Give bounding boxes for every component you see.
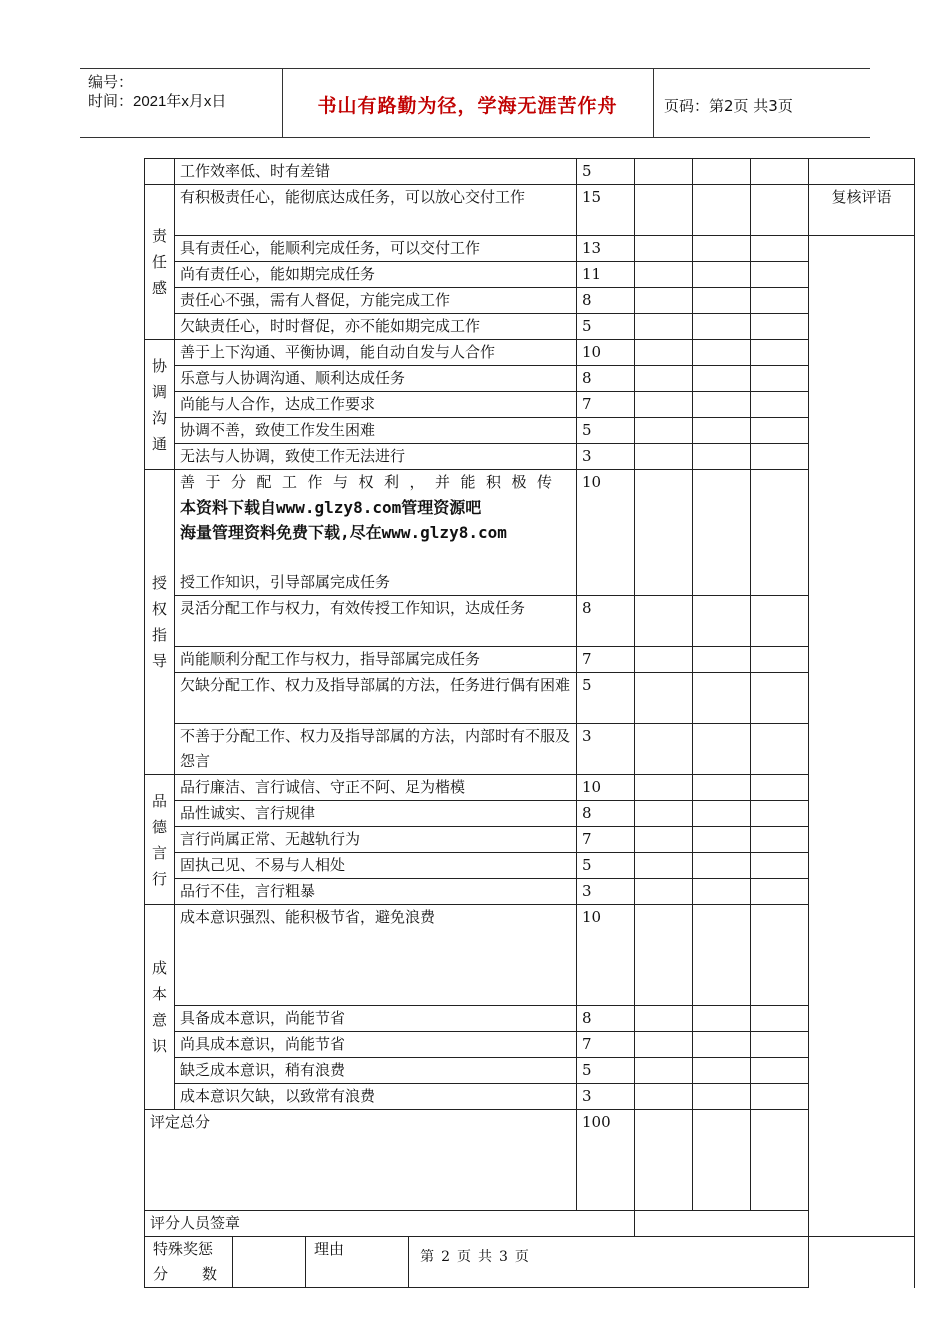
- criterion-score: 7: [577, 1032, 635, 1058]
- criterion-text: 乐意与人协调沟通、顺利达成任务: [175, 366, 577, 392]
- rating-cell[interactable]: [751, 366, 809, 392]
- rating-cell[interactable]: [751, 673, 809, 724]
- criterion-text: 成本意识欠缺，以致常有浪费: [175, 1084, 577, 1110]
- rating-cell[interactable]: [751, 314, 809, 340]
- review-comment-label: 复核评语: [809, 185, 915, 236]
- criterion-text: [175, 470, 577, 596]
- rating-cell[interactable]: [635, 314, 693, 340]
- criterion-text: 欠缺分配工作、权力及指导部属的方法，任务进行偶有困难: [175, 673, 577, 724]
- rating-cell[interactable]: [635, 262, 693, 288]
- table-row: [145, 314, 915, 340]
- rating-cell[interactable]: [635, 366, 693, 392]
- rating-cell[interactable]: [751, 288, 809, 314]
- rating-cell[interactable]: [751, 262, 809, 288]
- rating-cell[interactable]: [751, 1058, 809, 1084]
- table-row: [145, 1032, 915, 1058]
- rating-cell[interactable]: [693, 775, 751, 801]
- rating-cell[interactable]: [635, 288, 693, 314]
- review-comment-area[interactable]: [809, 236, 915, 1237]
- header-divider: [653, 69, 654, 137]
- rating-cell[interactable]: [635, 879, 693, 905]
- criterion-score: 3: [577, 1084, 635, 1110]
- table-row: [145, 1084, 915, 1110]
- table-row: [145, 159, 915, 185]
- criterion-score: 8: [577, 801, 635, 827]
- rating-cell[interactable]: [693, 879, 751, 905]
- rating-cell[interactable]: [635, 801, 693, 827]
- table-row: [145, 1211, 915, 1237]
- category-label-coordination: 协调沟通: [145, 340, 175, 470]
- rating-cell[interactable]: [693, 288, 751, 314]
- rating-cell[interactable]: [751, 185, 809, 236]
- category-label-delegation: 授权指导: [145, 470, 175, 775]
- rating-cell[interactable]: [693, 185, 751, 236]
- criterion-text: 缺乏成本意识，稍有浪费: [175, 1058, 577, 1084]
- category-label-morality: 品德言行: [145, 775, 175, 905]
- criterion-text: 具有责任心，能顺利完成任务，可以交付工作: [175, 236, 577, 262]
- table-row: [145, 392, 915, 418]
- rating-cell[interactable]: [635, 444, 693, 470]
- rating-cell[interactable]: [635, 236, 693, 262]
- rating-cell[interactable]: [635, 1110, 693, 1211]
- rating-cell[interactable]: [635, 853, 693, 879]
- rating-cell[interactable]: [693, 236, 751, 262]
- page-footer: 第 2 页 共 3 页: [420, 1249, 530, 1265]
- rating-cell[interactable]: [693, 596, 751, 647]
- rating-cell[interactable]: [751, 827, 809, 853]
- rating-cell[interactable]: [635, 1032, 693, 1058]
- header-meta: [88, 73, 226, 111]
- criterion-score: 8: [577, 288, 635, 314]
- signature-field[interactable]: [635, 1211, 809, 1237]
- reason-label: 理由: [306, 1237, 409, 1288]
- rating-cell[interactable]: [635, 596, 693, 647]
- criterion-score: 5: [577, 1058, 635, 1084]
- table-row: [145, 340, 915, 366]
- rating-cell[interactable]: [635, 673, 693, 724]
- criterion-text: 欠缺责任心，时时督促，亦不能如期完成工作: [175, 314, 577, 340]
- criterion-score: 7: [577, 827, 635, 853]
- side-cell: [809, 159, 915, 185]
- criterion-text: 有积极责任心，能彻底达成任务，可以放心交付工作: [175, 185, 577, 236]
- criterion-score: 3: [577, 444, 635, 470]
- rating-cell[interactable]: [751, 801, 809, 827]
- rating-cell[interactable]: [635, 392, 693, 418]
- table-row: [145, 1058, 915, 1084]
- criterion-score: 5: [577, 159, 635, 185]
- criterion-score: 10: [577, 905, 635, 1006]
- criterion-score: 7: [577, 392, 635, 418]
- criterion-text: 成本意识强烈、能积极节省，避免浪费: [175, 905, 577, 1006]
- special-reward-label: 特殊奖惩 分 数: [145, 1237, 232, 1287]
- footer-total-pages: 3: [499, 1249, 509, 1265]
- rating-cell[interactable]: [751, 418, 809, 444]
- criterion-text: 无法与人协调，致使工作无法进行: [175, 444, 577, 470]
- table-row: [145, 1110, 915, 1211]
- rating-cell[interactable]: [751, 159, 809, 185]
- table-row: [145, 236, 915, 262]
- header-page-info: 页码：第2页 共3页: [664, 97, 793, 115]
- rating-cell[interactable]: [635, 1084, 693, 1110]
- rating-cell[interactable]: [635, 159, 693, 185]
- category-label-cost: 成本意识: [145, 905, 175, 1110]
- watermark-line-2: 海量管理资料免费下载,尽在www.glzy8.com: [180, 523, 507, 542]
- criterion-text: 灵活分配工作与权力，有效传授工作知识，达成任务: [175, 596, 577, 647]
- rating-cell[interactable]: [751, 853, 809, 879]
- criterion-score: 13: [577, 236, 635, 262]
- criterion-score: 8: [577, 596, 635, 647]
- table-row: [145, 827, 915, 853]
- rating-cell[interactable]: [635, 775, 693, 801]
- category-cell-empty: [145, 159, 175, 185]
- table-row: [145, 879, 915, 905]
- rating-cell[interactable]: [635, 470, 693, 596]
- rating-cell[interactable]: [693, 1006, 751, 1032]
- rating-cell[interactable]: [635, 724, 693, 775]
- rating-cell[interactable]: [693, 1058, 751, 1084]
- criterion-text: 品行廉洁、言行诚信、守正不阿、足为楷模: [175, 775, 577, 801]
- criterion-text: 不善于分配工作、权力及指导部属的方法，内部时有不服及怨言: [175, 724, 577, 775]
- rating-cell[interactable]: [751, 1006, 809, 1032]
- criterion-score: 15: [577, 185, 635, 236]
- criterion-score: 5: [577, 418, 635, 444]
- rating-cell[interactable]: [693, 827, 751, 853]
- criterion-score: 8: [577, 1006, 635, 1032]
- document-date: 时间：2021年x月x日: [88, 93, 227, 110]
- criterion-score: 5: [577, 673, 635, 724]
- table-row: [145, 470, 915, 596]
- rating-cell[interactable]: [751, 596, 809, 647]
- criterion-tail: 授工作知识，引导部属完成任务: [180, 573, 391, 591]
- table-row: [145, 853, 915, 879]
- rating-cell[interactable]: [635, 340, 693, 366]
- table-row: [145, 1006, 915, 1032]
- criterion-text: 协调不善，致使工作发生困难: [175, 418, 577, 444]
- criterion-text: 善于上下沟通、平衡协调，能自动自发与人合作: [175, 340, 577, 366]
- rating-cell[interactable]: [751, 724, 809, 775]
- header-motto: 书山有路勤为径，学海无涯苦作舟: [317, 95, 618, 117]
- criterion-text: 言行尚属正常、无越轨行为: [175, 827, 577, 853]
- table-row: [145, 905, 915, 1006]
- criterion-text: 工作效率低、时有差错: [175, 159, 577, 185]
- rating-cell[interactable]: [751, 905, 809, 1006]
- criterion-score: 10: [577, 775, 635, 801]
- rating-cell[interactable]: [751, 340, 809, 366]
- rating-cell[interactable]: [693, 262, 751, 288]
- rating-cell[interactable]: [693, 647, 751, 673]
- criterion-score: 7: [577, 647, 635, 673]
- criterion-score: 10: [577, 470, 635, 596]
- rating-cell[interactable]: [693, 1084, 751, 1110]
- criterion-text: 尚能与人合作，达成工作要求: [175, 392, 577, 418]
- table-row: [145, 775, 915, 801]
- rating-cell[interactable]: [693, 1032, 751, 1058]
- table-row: [145, 724, 915, 775]
- evaluation-table: [144, 158, 915, 1288]
- criterion-text: 品行不佳，言行粗暴: [175, 879, 577, 905]
- total-score: 100: [577, 1110, 635, 1211]
- criterion-text: 尚具成本意识，尚能节省: [175, 1032, 577, 1058]
- category-label-responsibility: 责任感: [145, 185, 175, 340]
- rating-cell[interactable]: [751, 1110, 809, 1211]
- rating-cell[interactable]: [693, 905, 751, 1006]
- criterion-text: 责任心不强，需有人督促，方能完成工作: [175, 288, 577, 314]
- table-row: [145, 673, 915, 724]
- watermark-line-1: 本资料下载自www.glzy8.com管理资源吧: [180, 498, 482, 517]
- rating-cell[interactable]: [635, 647, 693, 673]
- criterion-score: 11: [577, 262, 635, 288]
- rating-cell[interactable]: [751, 1032, 809, 1058]
- table-row: [145, 801, 915, 827]
- criterion-score: 10: [577, 340, 635, 366]
- rating-cell[interactable]: [693, 444, 751, 470]
- table-row: [145, 596, 915, 647]
- table-row: [145, 366, 915, 392]
- rating-cell[interactable]: [751, 1084, 809, 1110]
- criterion-text: 尚能顺利分配工作与权力，指导部属完成任务: [175, 647, 577, 673]
- table-row: [145, 288, 915, 314]
- rating-cell[interactable]: [635, 905, 693, 1006]
- document-number-label: 编号：: [88, 74, 134, 91]
- criterion-text: 具备成本意识，尚能节省: [175, 1006, 577, 1032]
- rating-cell[interactable]: [693, 392, 751, 418]
- table-row: [145, 185, 915, 236]
- criterion-score: 5: [577, 314, 635, 340]
- criterion-score: 3: [577, 724, 635, 775]
- table-row: [145, 418, 915, 444]
- criterion-text: 品性诚实、言行规律: [175, 801, 577, 827]
- criterion-text: 固执己见、不易与人相处: [175, 853, 577, 879]
- total-label: 评定总分: [145, 1110, 577, 1211]
- criterion-score: 5: [577, 853, 635, 879]
- criterion-score: 8: [577, 366, 635, 392]
- signature-label: 评分人员签章: [145, 1211, 635, 1237]
- rating-cell[interactable]: [693, 340, 751, 366]
- criterion-score: 3: [577, 879, 635, 905]
- rating-cell[interactable]: [693, 724, 751, 775]
- rating-cell[interactable]: [693, 801, 751, 827]
- rating-cell[interactable]: [693, 1110, 751, 1211]
- rating-cell[interactable]: [751, 879, 809, 905]
- rating-cell[interactable]: [635, 418, 693, 444]
- rating-cell[interactable]: [751, 775, 809, 801]
- rating-cell[interactable]: [693, 853, 751, 879]
- footer-page-number: 2: [441, 1249, 451, 1265]
- rating-cell[interactable]: [693, 470, 751, 596]
- rating-cell[interactable]: [635, 185, 693, 236]
- criterion-text: 尚有责任心，能如期完成任务: [175, 262, 577, 288]
- rating-cell[interactable]: [693, 418, 751, 444]
- rating-cell[interactable]: [693, 366, 751, 392]
- table-row: [145, 647, 915, 673]
- rating-cell[interactable]: [751, 392, 809, 418]
- rating-cell[interactable]: [751, 236, 809, 262]
- rating-cell[interactable]: [635, 827, 693, 853]
- table-row: [145, 444, 915, 470]
- rating-cell[interactable]: [751, 444, 809, 470]
- rating-cell[interactable]: [693, 673, 751, 724]
- criterion-first-line: 善于分配工作与权利，并能积极传: [180, 473, 563, 491]
- rating-cell[interactable]: [693, 159, 751, 185]
- document-header: [80, 68, 870, 138]
- table-row: [145, 262, 915, 288]
- rating-cell[interactable]: [751, 647, 809, 673]
- rating-cell[interactable]: [693, 314, 751, 340]
- rating-cell[interactable]: [635, 1058, 693, 1084]
- rating-cell[interactable]: [635, 1006, 693, 1032]
- rating-cell[interactable]: [751, 470, 809, 596]
